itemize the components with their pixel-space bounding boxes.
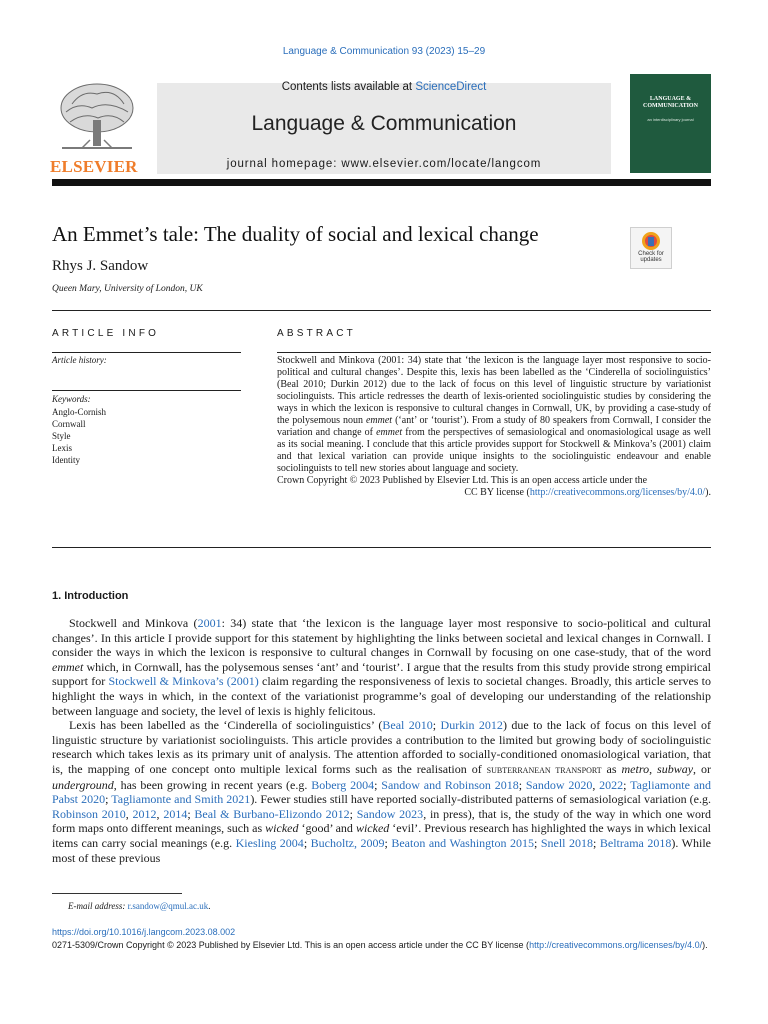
issn-copyright-line: 0271-5309/Crown Copyright © 2023 Published by Elsevier Ltd. This is an open access article under the CC BY license (http://creativecommons.org/licenses/by/4.0/). bbox=[52, 940, 708, 950]
abstract-heading: ABSTRACT bbox=[277, 328, 356, 339]
article-info-heading: ARTICLE INFO bbox=[52, 328, 160, 339]
article-info-rule bbox=[52, 352, 241, 353]
citation-link[interactable]: 2012 bbox=[132, 806, 157, 821]
citation-link[interactable]: Sandow 2023 bbox=[356, 806, 424, 821]
contents-prefix: Contents lists available at bbox=[281, 81, 416, 93]
crossmark-label: Check for updates bbox=[638, 251, 664, 263]
citation-link[interactable]: 2022 bbox=[599, 777, 624, 792]
sciencedirect-link[interactable]: ScienceDirect bbox=[415, 81, 487, 93]
citation-link[interactable]: Beal 2010 bbox=[382, 718, 433, 733]
keyword: Style bbox=[52, 431, 71, 441]
citation-link[interactable]: Tagliamonte and Pabst 2020 bbox=[52, 777, 712, 807]
cover-subtitle: an interdisciplinary journal bbox=[647, 117, 694, 122]
abstract-bottom-rule bbox=[52, 547, 711, 548]
citation-link[interactable]: Bucholtz, 2009 bbox=[310, 835, 385, 850]
citation-link[interactable]: 2014 bbox=[163, 806, 188, 821]
cover-title: LANGUAGE & COMMUNICATION bbox=[643, 96, 698, 109]
body-text bbox=[52, 616, 711, 865]
keywords-list bbox=[52, 406, 106, 466]
citation-link[interactable]: Beal & Burbano-Elizondo 2012 bbox=[194, 806, 350, 821]
keywords-rule bbox=[52, 390, 241, 391]
journal-citation[interactable]: Language & Communication 93 (2023) 15–29 bbox=[282, 46, 486, 57]
citation-link[interactable]: Beltrama 2018 bbox=[599, 835, 672, 850]
citation-link[interactable]: Stockwell & Minkova’s (2001) bbox=[108, 674, 259, 689]
license-link[interactable]: http://creativecommons.org/licenses/by/4.0/ bbox=[529, 487, 706, 498]
keyword: Lexis bbox=[52, 443, 72, 453]
author-affiliation: Queen Mary, University of London, UK bbox=[52, 284, 203, 294]
abstract-text: Stockwell and Minkova (2001: 34) state that ‘the lexicon is the language layer most responsive to socio-political and cultural changes’. Despite this, lexis has been labelled as the ‘Cinderella of sociolinguistics’ (Beal 2010; Durkin 2012) due to the lack of focus on this level of linguistic structure by variationist sociolinguists. This article redresses the dearth of lexis-oriented sociolinguistic studies by considering the ways in which the lexicon is responsive to cultural changes in Cornwall, UK, by providing a case-study of the polysemous noun emmet (‘ant’ or ‘tourist’). From a study of 80 speakers from Cornwall, I consider the variation and change of emmet from the perspectives of semasiological and onomasiological usage as well as its social meaning. I conclude that this article provides support for Stockwell & Minkova’s (2001) claim and that lexical variation can provide unique insights to the sociolinguistic endeavour and enable sociolinguists to tell new stories about language and society. Crown Copyright © 2023 Published by Elsevier Ltd. This is an open access article under the CC BY license (http://creativecommons.org/licenses/by/4.0/). bbox=[277, 355, 711, 498]
keyword: Anglo-Cornish bbox=[52, 407, 106, 417]
email-footnote: E-mail address: r.sandow@qmul.ac.uk. bbox=[68, 901, 211, 911]
section-heading: 1. Introduction bbox=[52, 590, 129, 602]
journal-title: Language & Communication bbox=[251, 112, 517, 135]
license-link[interactable]: http://creativecommons.org/licenses/by/4.0/ bbox=[529, 940, 703, 950]
article-history-label: Article history: bbox=[52, 355, 107, 365]
keywords-label: Keywords: bbox=[52, 394, 91, 404]
journal-cover-thumbnail[interactable] bbox=[630, 74, 711, 173]
citation-link[interactable]: 2001 bbox=[197, 616, 222, 630]
citation-link[interactable]: Robinson 2010 bbox=[52, 806, 126, 821]
tree-icon bbox=[52, 82, 142, 156]
elsevier-wordmark[interactable]: ELSEVIER bbox=[50, 157, 138, 176]
author-name: Rhys J. Sandow bbox=[52, 258, 149, 274]
citation-link[interactable]: Tagliamonte and Smith 2021 bbox=[111, 792, 251, 807]
citation-link[interactable]: Durkin 2012 bbox=[440, 718, 503, 733]
keyword: Identity bbox=[52, 455, 80, 465]
citation-link[interactable]: Snell 2018 bbox=[540, 835, 594, 850]
paragraph-2: Lexis has been labelled as the ‘Cinderella of sociolinguistics’ (Beal 2010; Durkin 2012) due to the lack of focus on this level of linguistic structure by variationist sociolinguists. This article provides a contribution to the limited but growing body of sociolinguistic research which takes lexis as its primary unit of analysis. The attention afforded to socially-conditioned onomasiological variation, that is, the mapping of one concept onto multiple lexical forms such as the realisation of subterranean transport as metro, subway, or underground, has been growing in recent years (e.g. Boberg 2004; Sandow and Robinson 2018; Sandow 2020, 2022; Tagliamonte and Pabst 2020; Tagliamonte and Smith 2021). Fewer studies still have reported socially-distributed patterns of semasiological variation (e.g. Robinson 2010, 2012, 2014; Beal & Burbano-Elizondo 2012; Sandow 2023, in press), that is, the study of the way in which one word form maps onto different meanings, such as wicked ‘good’ and wicked ‘evil’. Previous research has highlighted the ways in which lexical items can carry social meanings (e.g. Kiesling 2004; Bucholtz, 2009; Beaton and Washington 2015; Snell 2018; Beltrama 2018). While most of these previous bbox=[52, 718, 712, 865]
doi-link[interactable]: https://doi.org/10.1016/j.langcom.2023.08.002 bbox=[52, 927, 236, 937]
citation-link[interactable]: Kiesling 2004 bbox=[235, 835, 304, 850]
contents-line bbox=[157, 81, 611, 93]
header-rule bbox=[52, 179, 711, 186]
abstract-rule bbox=[277, 352, 711, 353]
bookmark-icon bbox=[648, 237, 654, 246]
article-title: An Emmet’s tale: The duality of social and lexical change bbox=[52, 222, 539, 246]
abstract-copyright: Crown Copyright © 2023 Published by Elsevier Ltd. This is an open access article under the bbox=[277, 475, 648, 486]
citation-link[interactable]: Beaton and Washington 2015 bbox=[391, 835, 534, 850]
email-link[interactable]: r.sandow@qmul.ac.uk bbox=[127, 901, 209, 911]
footnote-rule bbox=[52, 893, 182, 894]
citation-link[interactable]: Boberg 2004 bbox=[311, 777, 375, 792]
journal-homepage[interactable]: journal homepage: www.elsevier.com/locate/langcom bbox=[226, 158, 542, 170]
article-info-top-rule bbox=[52, 310, 711, 311]
check-for-updates-badge[interactable] bbox=[630, 227, 672, 269]
abstract-license: CC BY license (http://creativecommons.org/licenses/by/4.0/). bbox=[464, 487, 711, 498]
keyword: Cornwall bbox=[52, 419, 86, 429]
paragraph-1: Stockwell and Minkova (2001: 34) state that ‘the lexicon is the language layer most responsive to socio-political and cultural changes’. In this article I provide support for this statement by highlighting the links between societal and lexical changes in Cornwall. I consider the ways in which the lexicon is responsive to cultural changes in Cornwall by focusing on one case-study, that of the word emmet which, in Cornwall, has the polysemous senses ‘ant’ and ‘tourist’. I argue that the results from this study provide strong empirical support for Stockwell & Minkova’s (2001) claim regarding the responsiveness of lexis to societal changes. Broadly, this article serves to highlight the ways in which, in the context of the variationist programme’s goal of developing our understanding of the relationship between language and society, the level of lexis is highly felicitous. bbox=[52, 616, 712, 718]
citation-link[interactable]: Sandow 2020 bbox=[525, 777, 593, 792]
citation-link[interactable]: Sandow and Robinson 2018 bbox=[381, 777, 519, 792]
